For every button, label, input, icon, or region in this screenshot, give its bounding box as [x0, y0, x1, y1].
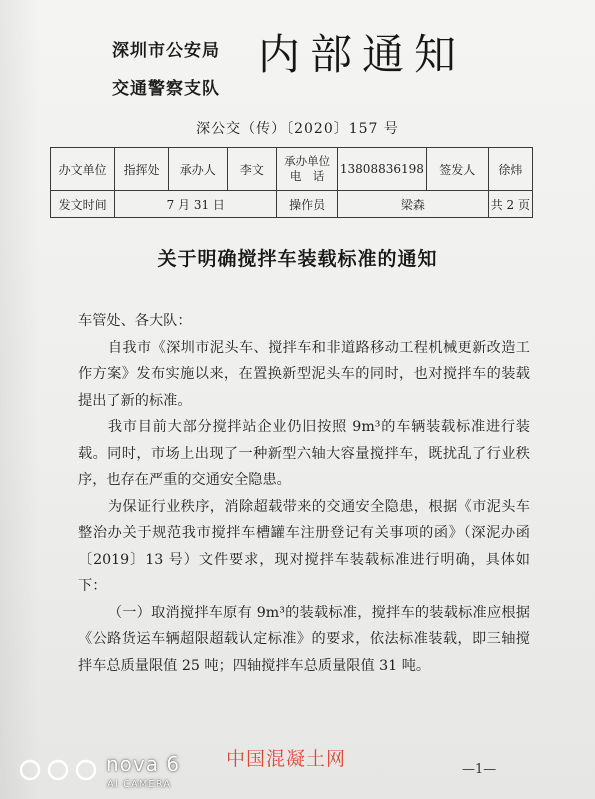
org-name-line1: 深圳市公安局 [112, 41, 220, 61]
paragraph: （一）取消搅拌车原有 9m³的装载标准，搅拌车的装载标准应根据《公路货运车辆超限超载认定标准》的要求，依法标准装载，即三轴搅拌车总质量限值 25 吨；四轴搅拌车总质量限值 31 吨。 [78, 604, 530, 674]
camera-label: AI CAMERA [107, 779, 172, 790]
signer-value: 徐炜 [488, 148, 532, 191]
document-heading: 内部通知 [258, 30, 467, 79]
phone-label: 电 话 [289, 169, 325, 183]
meta-row [51, 148, 533, 191]
handler-value: 李文 [227, 148, 277, 191]
camera-model: nova 6 [106, 752, 181, 776]
document-number: 深公交（传）〔2020〕157 号 [196, 121, 399, 137]
site-watermark: 中国混凝土网 [226, 748, 347, 770]
phone-value: 13808836198 [337, 148, 426, 191]
signer-label: 签发人 [426, 148, 488, 191]
page-number: —1— [462, 762, 497, 777]
handler-label: 承办人 [168, 148, 227, 191]
operator-label: 操作员 [277, 191, 338, 218]
notice-title: 关于明确搅拌车装载标准的通知 [157, 248, 438, 270]
send-time-value: 7 月 31 日 [115, 191, 277, 218]
paragraph: 自我市《深圳市泥头车、搅拌车和非道路移动工程机械更新改造工作方案》发布实施以来，在置换新型泥头车的同时，也对搅拌车的装载提出了新的标准。 [78, 339, 530, 409]
recipients: 车管处、各大队： [78, 313, 192, 329]
send-time-label: 发文时间 [51, 191, 115, 218]
meta-row [51, 191, 533, 218]
issuing-unit-value: 指挥处 [115, 148, 169, 191]
host-unit-label-cell [277, 148, 338, 191]
paragraph: 我市目前大部分搅拌站企业仍旧按照 9m³的车辆装载标准进行装载。同时，市场上出现了一种新型六轴大容量搅拌车，既扰乱了行业秩序，也存在严重的交通安全隐患。 [78, 419, 530, 488]
page-count: 共 2 页 [488, 191, 532, 218]
notice-body [78, 308, 530, 679]
document-meta-table [50, 147, 533, 218]
operator-value: 梁森 [337, 191, 488, 218]
camera-rings-icon [18, 758, 98, 782]
issuing-unit-label: 办文单位 [51, 148, 115, 191]
paragraph: 为保证行业秩序，消除超载带来的交通安全隐患，根据《市泥头车整治办关于规范我市搅拌车槽罐车注册登记有关事项的函》（深泥办函〔2019〕13 号）文件要求，现对搅拌车装载标准进行明确，具体如下： [78, 498, 530, 594]
host-unit-label: 承办单位 [284, 154, 331, 168]
org-name-line2: 交通警察支队 [112, 79, 220, 99]
